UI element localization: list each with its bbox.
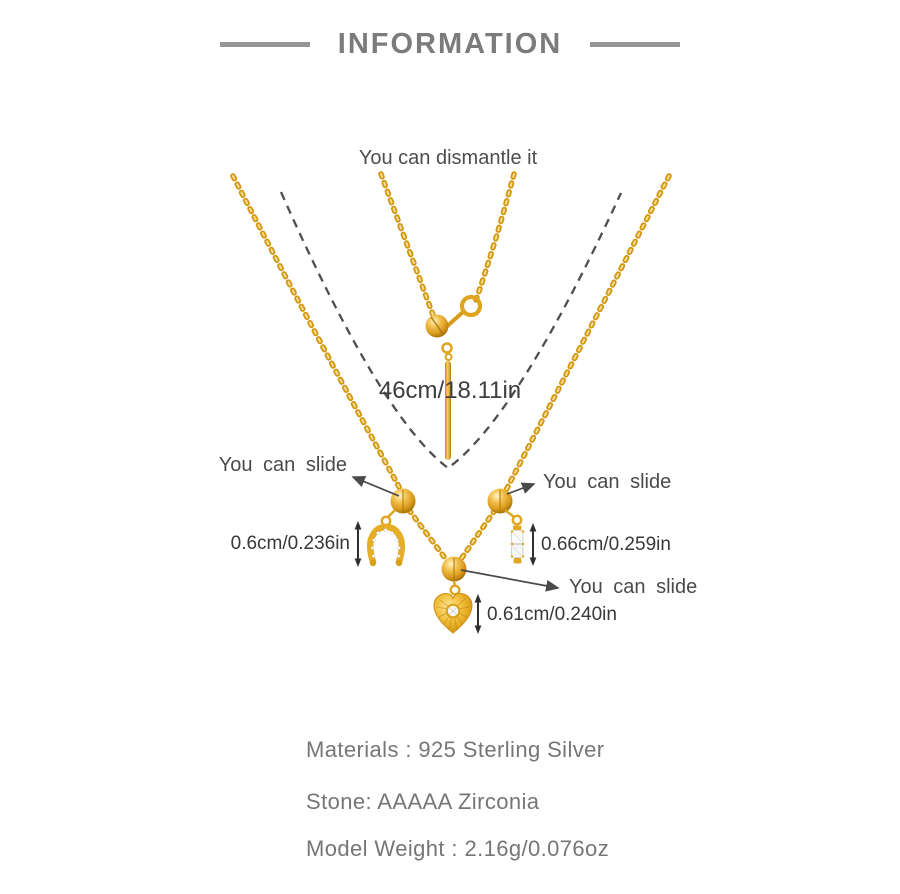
measure-arrow-horseshoe bbox=[355, 521, 362, 567]
slide-label-center: You can slide bbox=[569, 576, 698, 598]
slider-bead-center bbox=[442, 557, 467, 582]
heart-charm bbox=[434, 581, 472, 633]
zirconia-bar-charm bbox=[505, 510, 524, 564]
measure-arrow-bar bbox=[530, 523, 537, 566]
spec-stone: Stone: AAAAA Zirconia bbox=[306, 789, 540, 814]
drop-bar-pendant bbox=[445, 361, 451, 460]
slide-label-left: You can slide bbox=[218, 454, 347, 476]
slider-bead-right bbox=[488, 489, 513, 514]
spec-weight: Model Weight : 2.16g/0.076oz bbox=[306, 836, 610, 861]
size-label-horseshoe: 0.6cm/0.236in bbox=[230, 533, 350, 554]
necklace-chain-left bbox=[230, 176, 448, 562]
spec-materials: Materials : 925 Sterling Silver bbox=[306, 737, 605, 762]
slide-arrow-center bbox=[461, 570, 558, 588]
horseshoe-charm bbox=[370, 510, 402, 566]
lobster-clasp bbox=[426, 297, 481, 360]
slide-arrow-right bbox=[507, 484, 534, 494]
chain-length-label: 46cm/18.11in bbox=[378, 377, 522, 404]
page-title: INFORMATION bbox=[337, 28, 563, 60]
dismantle-label: You can dismantle it bbox=[358, 147, 538, 169]
necklace-chain-top bbox=[381, 174, 514, 315]
size-label-bar: 0.66cm/0.259in bbox=[541, 534, 671, 555]
slide-label-right: You can slide bbox=[543, 471, 672, 493]
measure-arrow-heart bbox=[475, 594, 482, 634]
size-label-heart: 0.61cm/0.240in bbox=[487, 604, 617, 625]
